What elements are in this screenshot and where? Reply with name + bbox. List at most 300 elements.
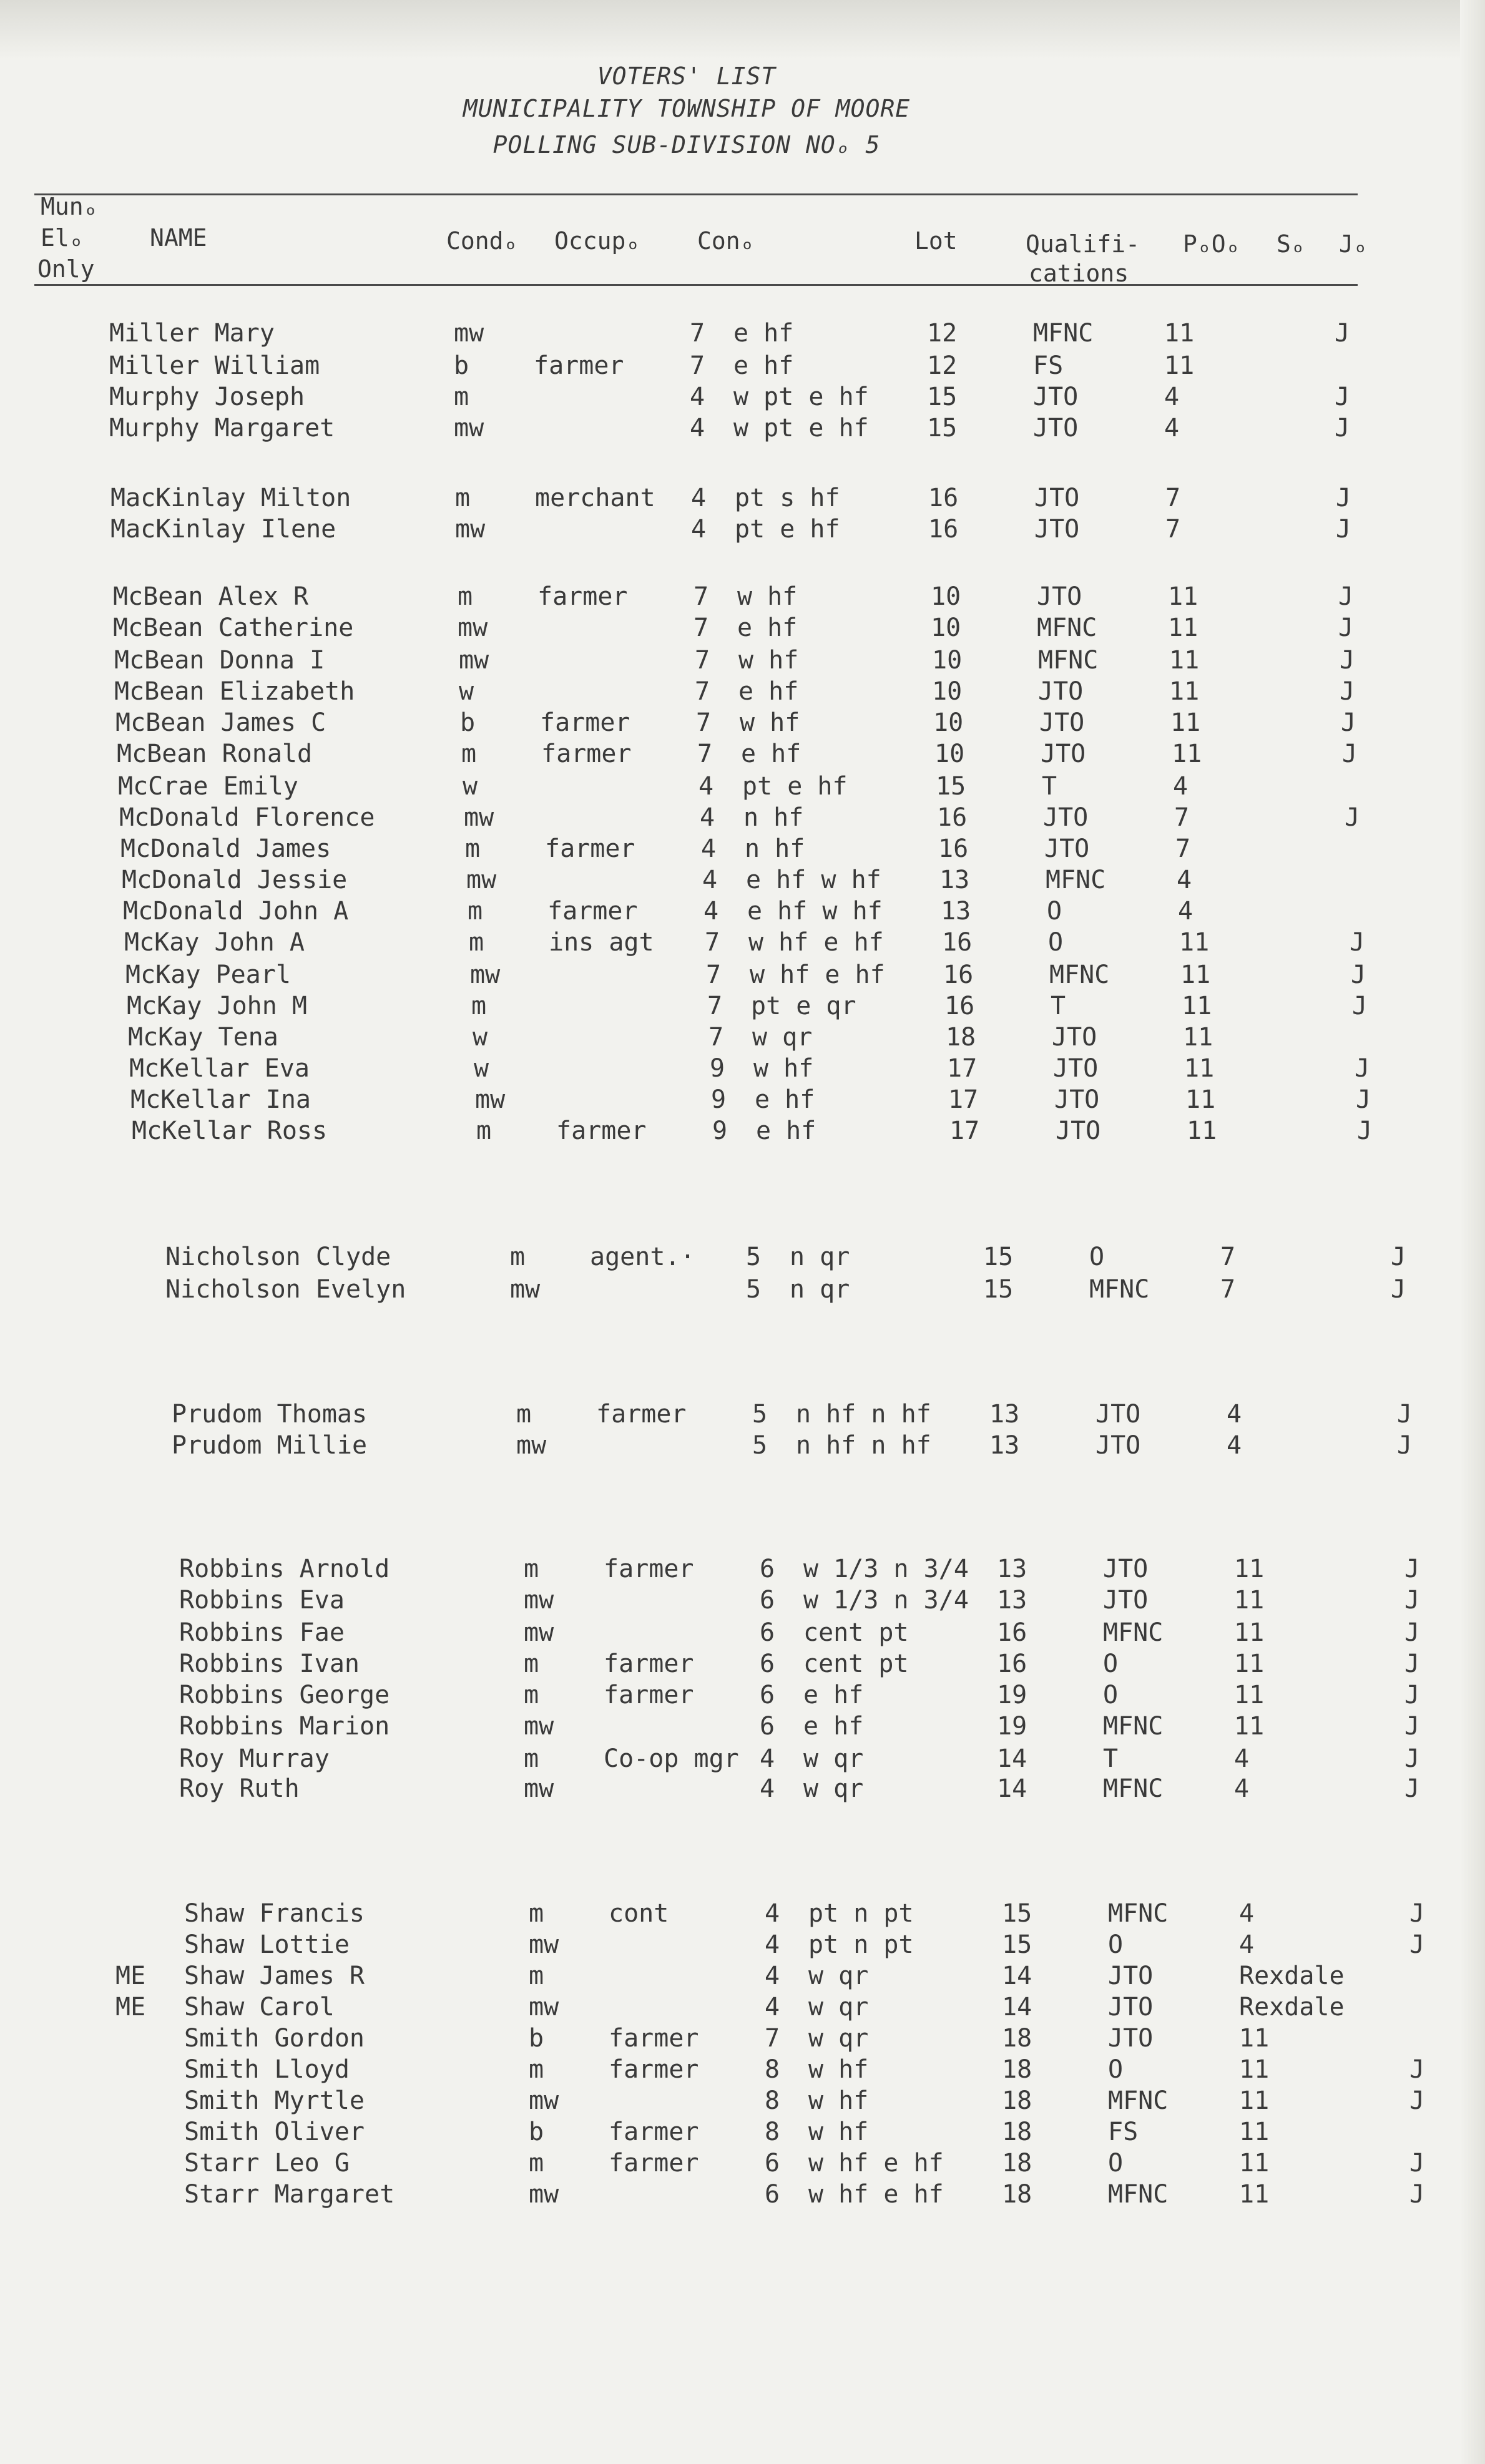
voter-name: Starr Leo G [184, 2149, 350, 2178]
voter-description: pt e hf [735, 515, 840, 544]
voter-description: pt e qr [751, 992, 856, 1020]
voter-concession: 4 [691, 484, 707, 512]
voter-concession: 7 [693, 614, 709, 642]
voter-jury: J [1404, 1681, 1420, 1709]
voter-qualification: MFNC [1089, 1275, 1150, 1304]
voter-concession: 7 [690, 319, 705, 348]
voter-lot: 13 [997, 1555, 1027, 1583]
col-j: Jₒ [1339, 230, 1368, 258]
voter-post-office: Rexdale [1239, 1993, 1345, 2022]
voter-description: e hf [803, 1712, 864, 1741]
voter-lot: 18 [1002, 2055, 1032, 2084]
voter-occupation: farmer [604, 1650, 694, 1678]
table-row [0, 706, 1485, 739]
voter-occupation: ins agt [549, 928, 654, 957]
voter-description: w hf [808, 2086, 869, 2115]
voter-name: Murphy Joseph [109, 383, 305, 411]
voter-qualification: JTO [1033, 383, 1079, 411]
voter-lot: 19 [997, 1712, 1027, 1741]
voter-description: w hf e hf [808, 2180, 944, 2209]
voter-lot: 17 [949, 1117, 980, 1145]
voter-jury: J [1351, 961, 1366, 989]
voter-jury: J [1404, 1618, 1420, 1647]
voter-description: n hf n hf [796, 1400, 931, 1429]
voter-post-office: 7 [1220, 1243, 1236, 1271]
voter-jury: J [1340, 677, 1355, 706]
voter-lot: 13 [939, 866, 970, 894]
voter-concession: 7 [695, 646, 710, 675]
voter-concession: 8 [765, 2086, 780, 2115]
voter-concession: 7 [690, 351, 705, 380]
voter-name: Miller William [109, 351, 320, 380]
voter-cond: mw [455, 515, 486, 544]
col-cond: Condₒ [446, 227, 518, 255]
voter-post-office: 11 [1180, 961, 1211, 989]
voter-concession: 7 [765, 2024, 780, 2053]
voter-description: w 1/3 n 3/4 [803, 1586, 969, 1615]
voter-name: McKay Tena [128, 1023, 278, 1052]
voter-jury: J [1352, 992, 1368, 1020]
table-row [0, 1083, 1485, 1116]
voter-lot: 10 [931, 614, 961, 642]
voter-concession: 4 [765, 1899, 780, 1928]
voter-occupation: farmer [604, 1681, 694, 1709]
voter-cond: mw [470, 961, 501, 989]
voter-description: w hf [808, 2118, 869, 2146]
voter-description: pt n pt [808, 1899, 914, 1928]
voter-name: McDonald Florence [119, 803, 375, 832]
voter-description: pt n pt [808, 1930, 914, 1959]
voter-description: w hf [737, 582, 798, 611]
voter-concession: 8 [765, 2055, 780, 2084]
voter-concession: 6 [760, 1618, 775, 1647]
table-row [0, 1897, 1485, 1930]
voter-qualification: JTO [1033, 414, 1079, 442]
table-row [0, 1553, 1485, 1585]
voter-concession: 6 [765, 2149, 780, 2178]
voter-qualification: MFNC [1038, 646, 1099, 675]
table-row [0, 864, 1485, 896]
voter-occupation: farmer [537, 582, 628, 611]
voter-name: Miller Mary [109, 319, 275, 348]
voter-cond: mw [458, 614, 488, 642]
voter-cond: b [454, 351, 469, 380]
voter-post-office: 7 [1165, 484, 1181, 512]
voter-jury: J [1409, 2149, 1425, 2178]
voter-cond: m [524, 1555, 539, 1583]
voter-lot: 16 [928, 484, 959, 512]
voter-description: w qr [808, 2024, 869, 2053]
voter-name: MacKinlay Ilene [110, 515, 336, 544]
voter-lot: 13 [989, 1400, 1020, 1429]
voter-concession: 6 [760, 1555, 775, 1583]
voter-name: McBean James C [115, 708, 326, 737]
table-row [0, 738, 1485, 770]
voter-concession: 4 [703, 897, 719, 926]
voter-post-office: 4 [1164, 383, 1180, 411]
voter-jury: J [1409, 2055, 1425, 2084]
voter-qualification: O [1048, 928, 1064, 957]
voter-cond: w [463, 772, 478, 801]
voter-qualification: MFNC [1108, 2086, 1169, 2115]
voter-concession: 4 [690, 414, 705, 442]
voter-name: McKellar Eva [129, 1054, 310, 1083]
voter-jury: J [1357, 1117, 1373, 1145]
voter-description: e hf [741, 740, 801, 768]
title-voters-list: VOTERS' LIST [597, 62, 777, 90]
voter-name: Robbins Fae [179, 1618, 345, 1647]
table-row [0, 580, 1485, 613]
voter-concession: 4 [700, 803, 715, 832]
table-row [0, 675, 1485, 708]
voter-lot: 15 [1002, 1930, 1032, 1959]
voter-post-office: 11 [1234, 1712, 1265, 1741]
voter-lot: 15 [983, 1243, 1014, 1271]
voter-cond: m [529, 1899, 544, 1928]
voter-lot: 16 [937, 803, 968, 832]
voter-qualification: O [1108, 2149, 1124, 2178]
voter-qualification: JTO [1103, 1555, 1149, 1583]
voter-concession: 7 [695, 677, 710, 706]
voter-cond: mw [524, 1774, 554, 1803]
voter-lot: 13 [941, 897, 971, 926]
table-row [0, 833, 1485, 865]
table-row [0, 1929, 1485, 1961]
voter-post-office: 11 [1179, 928, 1210, 957]
table-row [0, 482, 1485, 514]
voter-description: e hf [733, 351, 794, 380]
voter-cond: m [476, 1117, 492, 1145]
voter-jury: J [1335, 319, 1350, 348]
voter-concession: 4 [690, 383, 705, 411]
table-row [0, 1021, 1485, 1054]
voter-post-office: 11 [1182, 992, 1212, 1020]
table-row [0, 770, 1485, 803]
voter-lot: 19 [997, 1681, 1027, 1709]
voter-description: w 1/3 n 3/4 [803, 1555, 969, 1583]
voter-cond: m [524, 1744, 539, 1773]
voter-post-office: 11 [1234, 1681, 1265, 1709]
col-lot: Lot [914, 227, 958, 255]
table-row [0, 1584, 1485, 1616]
voter-concession: 4 [691, 515, 707, 544]
voter-post-office: 7 [1165, 515, 1181, 544]
col-po: PₒOₒ [1183, 230, 1240, 258]
voter-post-office: 4 [1227, 1400, 1242, 1429]
voter-concession: 6 [760, 1650, 775, 1678]
voter-description: w hf [808, 2055, 869, 2084]
voter-qualification: O [1108, 2055, 1124, 2084]
voter-description: n hf [745, 834, 805, 863]
voter-lot: 12 [927, 351, 958, 380]
table-row [0, 2053, 1485, 2086]
voter-name: McBean Elizabeth [114, 677, 355, 706]
voter-description: w hf e hf [750, 961, 885, 989]
col-mun: Munₒ [41, 193, 98, 220]
voter-lot: 15 [983, 1275, 1014, 1304]
voter-occupation: farmer [547, 897, 638, 926]
voter-jury: J [1336, 515, 1351, 544]
voter-post-office: 7 [1175, 834, 1191, 863]
voter-qualification: JTO [1044, 834, 1090, 863]
voter-post-office: 11 [1168, 614, 1198, 642]
table-row [0, 1772, 1485, 1805]
voter-jury: J [1391, 1275, 1406, 1304]
table-row [0, 1052, 1485, 1085]
voter-name: Starr Margaret [184, 2180, 395, 2209]
voter-post-office: 11 [1169, 646, 1200, 675]
voter-description: n qr [790, 1243, 850, 1271]
voter-post-office: 11 [1239, 2024, 1270, 2053]
voter-name: Murphy Margaret [109, 414, 335, 442]
voter-name: Robbins George [179, 1681, 390, 1709]
voter-concession: 4 [701, 834, 717, 863]
voter-concession: 9 [711, 1085, 727, 1114]
voter-concession: 5 [752, 1431, 768, 1460]
voter-name: McBean Donna I [114, 646, 325, 675]
col-name: NAME [150, 224, 207, 252]
voter-concession: 7 [693, 582, 709, 611]
table-row [0, 2085, 1485, 2117]
voter-description: w hf [740, 708, 800, 737]
table-row [0, 895, 1485, 927]
col-occup: Occupₒ [554, 227, 640, 255]
voter-lot: 17 [948, 1085, 979, 1114]
voter-cond: m [469, 928, 484, 957]
voter-occupation: farmer [534, 351, 624, 380]
voter-cond: w [474, 1054, 489, 1083]
voter-post-office: 11 [1168, 582, 1198, 611]
voter-lot: 18 [946, 1023, 976, 1052]
voter-concession: 8 [765, 2118, 780, 2146]
voter-qualification: JTO [1095, 1431, 1141, 1460]
voter-cond: m [465, 834, 481, 863]
voter-post-office: 11 [1234, 1650, 1265, 1678]
voter-jury: J [1409, 1930, 1425, 1959]
voter-description: w hf e hf [748, 928, 884, 957]
voter-cond: b [460, 708, 476, 737]
voter-qualification: T [1103, 1744, 1119, 1773]
voter-cond: m [524, 1681, 539, 1709]
voter-jury: J [1409, 1899, 1425, 1928]
voter-cond: mw [475, 1085, 506, 1114]
voter-name: Shaw Carol [184, 1993, 335, 2022]
voter-name: Prudom Thomas [172, 1400, 368, 1429]
voter-description: w qr [803, 1774, 864, 1803]
voter-name: Nicholson Clyde [165, 1243, 391, 1271]
table-row [0, 1743, 1485, 1775]
voter-cond: w [473, 1023, 488, 1052]
voter-concession: 4 [765, 1930, 780, 1959]
voter-post-office: 4 [1239, 1930, 1255, 1959]
voter-lot: 14 [1002, 1962, 1032, 1990]
voter-jury: J [1345, 803, 1360, 832]
voter-name: McDonald James [120, 834, 331, 863]
voter-jury: J [1404, 1586, 1420, 1615]
table-row [0, 1115, 1485, 1147]
voter-cond: m [529, 2149, 544, 2178]
table-row [0, 801, 1485, 834]
voter-jury: J [1335, 414, 1350, 442]
voter-lot: 15 [927, 414, 958, 442]
voter-cond: m [458, 582, 473, 611]
voter-post-office: 11 [1239, 2118, 1270, 2146]
voter-lot: 10 [933, 708, 964, 737]
voter-concession: 7 [697, 740, 713, 768]
voter-lot: 10 [931, 582, 961, 611]
voter-qualification: MFNC [1108, 2180, 1169, 2209]
voter-lot: 16 [938, 834, 969, 863]
voter-occupation: farmer [609, 2024, 699, 2053]
voter-qualification: O [1089, 1243, 1105, 1271]
title-municipality: MUNICIPALITY TOWNSHIP OF MOORE [463, 95, 911, 122]
col-cations: cations [1029, 260, 1129, 287]
voter-occupation: farmer [609, 2149, 699, 2178]
voter-qualification: MFNC [1103, 1712, 1164, 1741]
voter-occupation: farmer [596, 1400, 687, 1429]
voter-cond: m [468, 897, 483, 926]
voter-lot: 17 [947, 1054, 978, 1083]
voter-description: w qr [808, 1993, 869, 2022]
voter-post-office: 11 [1170, 708, 1201, 737]
voter-cond: mw [510, 1275, 541, 1304]
voter-name: McKay Pearl [125, 961, 291, 989]
voter-post-office: 11 [1172, 740, 1202, 768]
voter-concession: 4 [760, 1744, 775, 1773]
voter-post-office: 11 [1239, 2055, 1270, 2084]
voter-cond: mw [529, 1993, 559, 2022]
voter-name: Shaw Francis [184, 1899, 365, 1928]
voter-lot: 10 [932, 646, 963, 675]
voter-cond: m [524, 1650, 539, 1678]
voter-post-office: Rexdale [1239, 1962, 1345, 1990]
page-top-shadow [0, 0, 1485, 59]
voter-lot: 15 [1002, 1899, 1032, 1928]
voter-qualification: JTO [1037, 582, 1082, 611]
voter-cond: mw [529, 2180, 559, 2209]
voter-jury: J [1355, 1054, 1370, 1083]
table-row [0, 959, 1485, 991]
voter-cond: m [461, 740, 477, 768]
voter-post-office: 11 [1185, 1085, 1216, 1114]
voter-jury: J [1341, 708, 1356, 737]
voter-mun: ME [115, 1993, 146, 2022]
voter-concession: 7 [707, 992, 723, 1020]
voter-mun: ME [115, 1962, 146, 1990]
voter-post-office: 11 [1164, 319, 1195, 348]
voter-cond: mw [529, 2086, 559, 2115]
voter-occupation: agent.· [590, 1243, 695, 1271]
voter-lot: 18 [1002, 2086, 1032, 2115]
voter-qualification: O [1103, 1650, 1119, 1678]
voter-cond: m [454, 383, 469, 411]
voter-jury: J [1409, 2086, 1425, 2115]
voter-post-office: 4 [1227, 1431, 1242, 1460]
table-row [0, 2116, 1485, 2148]
voter-concession: 7 [706, 961, 722, 989]
voter-post-office: 4 [1173, 772, 1188, 801]
voter-qualification: FS [1033, 351, 1064, 380]
voter-post-office: 11 [1169, 677, 1200, 706]
voter-post-office: 11 [1239, 2180, 1270, 2209]
table-row [0, 2147, 1485, 2179]
voter-occupation: farmer [545, 834, 635, 863]
voter-cond: mw [516, 1431, 547, 1460]
voter-name: McKay John A [124, 928, 305, 957]
voter-description: w hf [753, 1054, 814, 1083]
voter-lot: 14 [997, 1774, 1027, 1803]
voter-qualification: JTO [1108, 2024, 1154, 2053]
voter-description: e hf [733, 319, 794, 348]
table-row [0, 1241, 1485, 1273]
voter-name: Nicholson Evelyn [165, 1275, 406, 1304]
voter-concession: 7 [705, 928, 720, 957]
voter-post-office: 11 [1234, 1618, 1265, 1647]
voter-qualification: O [1103, 1681, 1119, 1709]
voter-description: e hf w hf [746, 866, 881, 894]
table-row [0, 1429, 1485, 1462]
voter-concession: 6 [760, 1712, 775, 1741]
voter-jury: J [1336, 484, 1351, 512]
voter-concession: 6 [760, 1681, 775, 1709]
voter-concession: 7 [696, 708, 712, 737]
voter-jury: J [1338, 582, 1354, 611]
voter-description: w hf e hf [808, 2149, 944, 2178]
voter-occupation: cont [609, 1899, 669, 1928]
voter-qualification: JTO [1056, 1117, 1101, 1145]
table-row [0, 350, 1485, 382]
voter-qualification: JTO [1103, 1586, 1149, 1615]
table-row [0, 317, 1485, 350]
voter-lot: 16 [928, 515, 959, 544]
voter-description: e hf w hf [747, 897, 883, 926]
voter-cond: mw [466, 866, 497, 894]
voter-post-office: 11 [1164, 351, 1195, 380]
voter-cond: m [529, 1962, 544, 1990]
table-row [0, 612, 1485, 644]
table-row [0, 644, 1485, 677]
voter-lot: 18 [1002, 2118, 1032, 2146]
voter-cond: b [529, 2024, 544, 2053]
voter-post-office: 11 [1184, 1054, 1215, 1083]
voter-jury: J [1397, 1400, 1413, 1429]
table-row [0, 2178, 1485, 2211]
voter-concession: 9 [712, 1117, 728, 1145]
voter-qualification: MFNC [1037, 614, 1097, 642]
voter-post-office: 11 [1234, 1555, 1265, 1583]
voter-cond: mw [454, 319, 484, 348]
voter-cond: m [529, 2055, 544, 2084]
voter-cond: mw [524, 1586, 554, 1615]
voter-concession: 7 [708, 1023, 724, 1052]
table-row [0, 926, 1485, 959]
voter-description: w pt e hf [733, 383, 869, 411]
voter-post-office: 4 [1164, 414, 1180, 442]
voter-qualification: T [1042, 772, 1057, 801]
voter-lot: 16 [943, 961, 974, 989]
voter-name: Robbins Arnold [179, 1555, 390, 1583]
voter-qualification: JTO [1052, 1023, 1097, 1052]
voter-description: n hf n hf [796, 1431, 931, 1460]
voter-lot: 10 [932, 677, 963, 706]
voter-post-office: 11 [1187, 1117, 1217, 1145]
voter-description: w qr [808, 1962, 869, 1990]
voter-qualification: JTO [1108, 1962, 1154, 1990]
voter-name: McDonald John A [123, 897, 349, 926]
voter-jury: J [1391, 1243, 1406, 1271]
voter-name: MacKinlay Milton [110, 484, 351, 512]
voter-post-office: 4 [1234, 1774, 1250, 1803]
